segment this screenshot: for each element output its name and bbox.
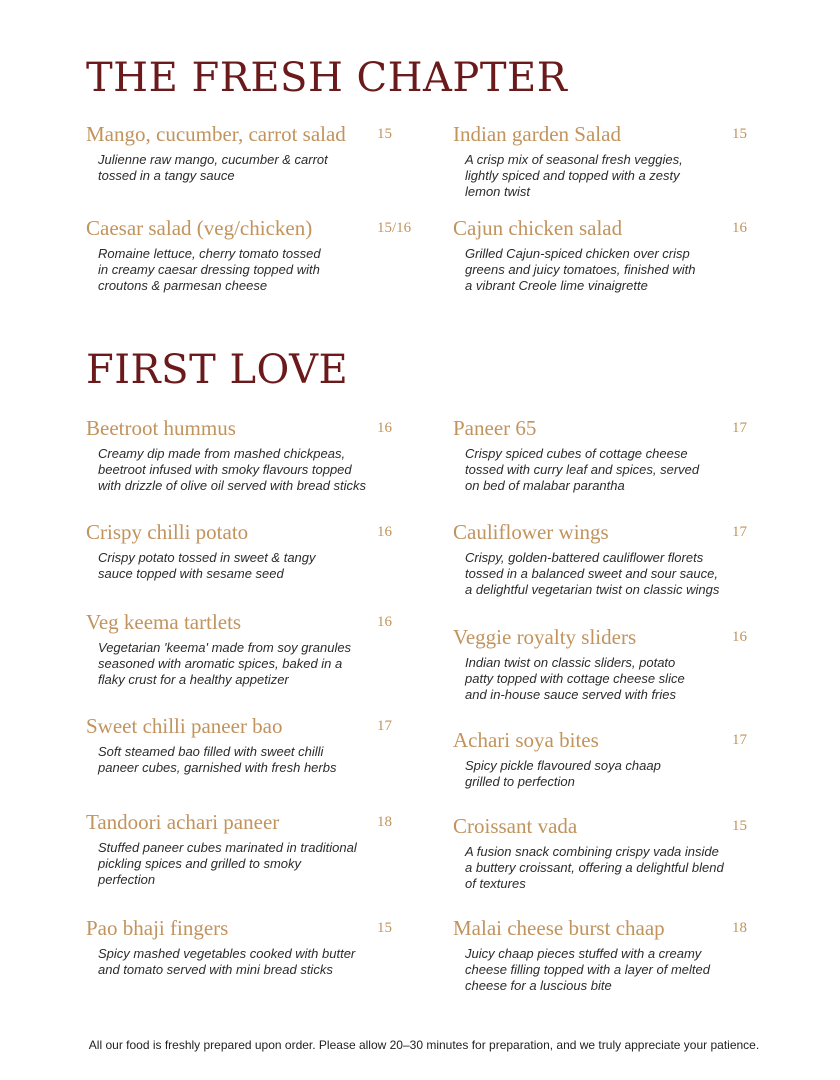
item-description-line: A crisp mix of seasonal fresh veggies,	[465, 152, 683, 167]
item-description	[98, 840, 388, 888]
item-description	[465, 550, 755, 598]
item-name: Cajun chicken salad	[453, 216, 623, 240]
item-name: Sweet chilli paneer bao	[86, 714, 283, 738]
item-description-line: croutons & parmesan cheese	[98, 278, 268, 293]
item-description-line: greens and juicy tomatoes, finished with	[465, 262, 696, 277]
item-description-line: Crispy potato tossed in sweet & tangy	[98, 550, 316, 565]
item-description	[98, 152, 388, 184]
item-name: Paneer 65	[453, 416, 537, 440]
item-description-line: of textures	[465, 876, 526, 891]
item-name: Crispy chilli potato	[86, 520, 249, 544]
item-description-line: Crispy, golden-battered cauliflower florets	[465, 550, 704, 565]
item-description-line: sauce topped with sesame seed	[98, 566, 284, 581]
item-description	[98, 246, 388, 294]
item-price: 17	[732, 524, 747, 540]
item-description	[98, 640, 388, 688]
item-price: 15	[732, 818, 747, 834]
item-name: Indian garden Salad	[453, 122, 621, 146]
item-description	[465, 946, 755, 994]
item-price: 17	[732, 420, 747, 436]
item-description-line: lemon twist	[465, 184, 531, 199]
item-description-line: and tomato served with mini bread sticks	[98, 962, 333, 977]
item-description-line: Julienne raw mango, cucumber & carrot	[98, 152, 328, 167]
item-name: Veggie royalty sliders	[453, 625, 637, 649]
item-price: 15	[732, 126, 747, 142]
item-description-line: perfection	[98, 872, 156, 887]
item-description-line: a vibrant Creole lime vinaigrette	[465, 278, 648, 293]
item-description-line: in creamy caesar dressing topped with	[98, 262, 320, 277]
item-name: Pao bhaji fingers	[86, 916, 229, 940]
item-price: 18	[732, 920, 747, 936]
item-description-line: lightly spiced and topped with a zesty	[465, 168, 680, 183]
item-description-line: Vegetarian 'keema' made from soy granules	[98, 640, 352, 655]
item-price: 18	[377, 814, 392, 830]
item-description	[98, 946, 388, 978]
item-price: 16	[732, 220, 747, 236]
item-description	[98, 550, 388, 582]
item-price: 16	[377, 420, 392, 436]
item-description-line: paneer cubes, garnished with fresh herbs	[98, 760, 337, 775]
item-description	[465, 655, 755, 703]
item-description	[465, 246, 755, 294]
item-description-line: patty topped with cottage cheese slice	[465, 671, 685, 686]
item-name: Achari soya bites	[453, 728, 599, 752]
item-price: 16	[732, 629, 747, 645]
item-description-line: cheese for a luscious bite	[465, 978, 612, 993]
item-description-line: tossed in a tangy sauce	[98, 168, 235, 183]
item-description-line: Crispy spiced cubes of cottage cheese	[465, 446, 688, 461]
section-title-fresh-chapter: THE FRESH CHAPTER	[86, 55, 568, 101]
item-description-line: seasoned with aromatic spices, baked in a	[98, 656, 343, 671]
item-description-line: and in-house sauce served with fries	[465, 687, 677, 702]
item-description-line: a delightful vegetarian twist on classic wings	[465, 582, 720, 597]
item-name: Croissant vada	[453, 814, 578, 838]
item-description-line: flaky crust for a healthy appetizer	[98, 672, 289, 687]
section-title-first-love: FIRST LOVE	[86, 347, 349, 393]
item-description-line: Romaine lettuce, cherry tomato tossed	[98, 246, 321, 261]
footer-note: All our food is freshly prepared upon order. Please allow 20–30 minutes for preparation, and we truly appreciate your patience.	[88, 1038, 760, 1052]
item-description-line: Indian twist on classic sliders, potato	[465, 655, 676, 670]
item-price: 15	[377, 920, 392, 936]
item-description-line: grilled to perfection	[465, 774, 575, 789]
item-description-line: Stuffed paneer cubes marinated in traditional	[98, 840, 357, 855]
item-price: 16	[377, 614, 392, 630]
item-description	[465, 844, 755, 892]
item-price: 15	[377, 126, 392, 142]
item-name: Malai cheese burst chaap	[453, 916, 665, 940]
item-name: Mango, cucumber, carrot salad	[86, 122, 346, 146]
item-description-line: a buttery croissant, offering a delightful blend	[465, 860, 724, 875]
item-description-line: cheese filling topped with a layer of melted	[465, 962, 710, 977]
item-name: Veg keema tartlets	[86, 610, 242, 634]
item-description	[98, 744, 388, 776]
item-name: Cauliflower wings	[453, 520, 609, 544]
item-description-line: Spicy mashed vegetables cooked with butter	[98, 946, 356, 961]
item-description-line: A fusion snack combining crispy vada inside	[465, 844, 719, 859]
item-price: 17	[732, 732, 747, 748]
item-description-line: on bed of malabar parantha	[465, 478, 625, 493]
item-description	[98, 446, 388, 494]
item-price: 15/16	[377, 220, 412, 236]
item-description-line: Soft steamed bao filled with sweet chilli	[98, 744, 324, 759]
item-name: Caesar salad (veg/chicken)	[86, 216, 313, 240]
item-description	[465, 152, 755, 200]
item-description-line: beetroot infused with smoky flavours topped	[98, 462, 352, 477]
item-description-line: with drizzle of olive oil served with bread sticks	[98, 478, 367, 493]
item-name: Beetroot hummus	[86, 416, 236, 440]
item-description-line: Creamy dip made from mashed chickpeas,	[98, 446, 346, 461]
item-description-line: Spicy pickle flavoured soya chaap	[465, 758, 661, 773]
item-description	[465, 446, 755, 494]
item-description-line: tossed in a balanced sweet and sour sauce,	[465, 566, 718, 581]
item-description-line: Juicy chaap pieces stuffed with a creamy	[465, 946, 702, 961]
item-price: 17	[377, 718, 392, 734]
item-description-line: pickling spices and grilled to smoky	[98, 856, 302, 871]
item-price: 16	[377, 524, 392, 540]
item-description-line: tossed with curry leaf and spices, served	[465, 462, 700, 477]
item-description	[465, 758, 755, 790]
item-description-line: Grilled Cajun-spiced chicken over crisp	[465, 246, 690, 261]
item-name: Tandoori achari paneer	[86, 810, 280, 834]
